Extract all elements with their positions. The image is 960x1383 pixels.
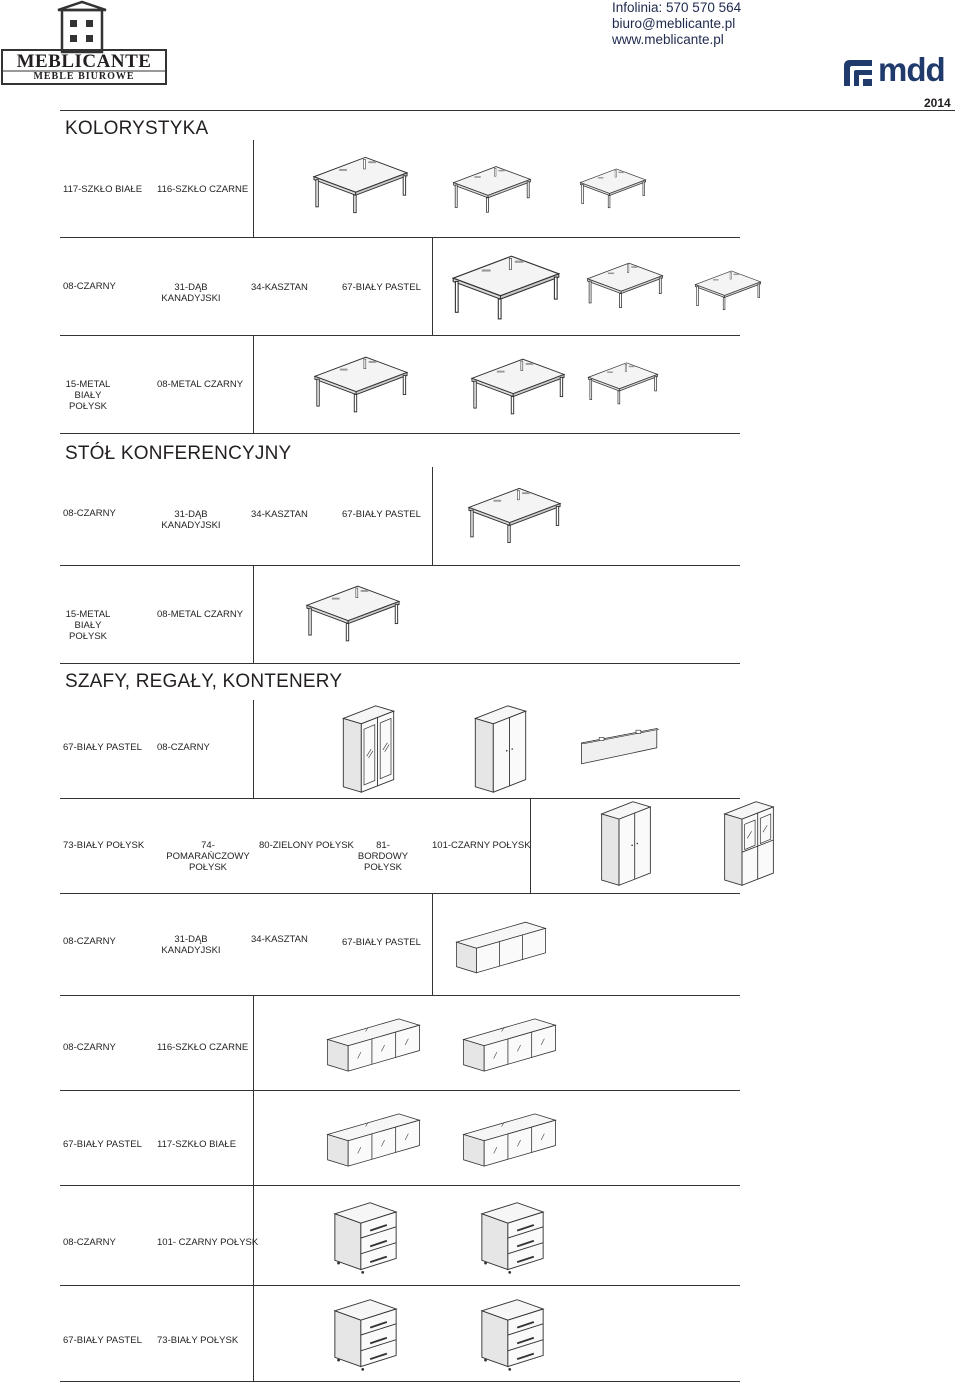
divider: [60, 335, 740, 336]
section-title-kolorystyka: KOLORYSTYKA: [65, 118, 209, 139]
swatch-label: 31-DĄB KANADYJSKI: [161, 282, 221, 304]
col-separator: [253, 565, 254, 663]
cabinet-icon: [597, 800, 655, 887]
logo-name: MEBLICANTE: [16, 51, 152, 72]
cabinet-icon: [472, 704, 529, 794]
swatch-label: 08-CZARNY: [63, 936, 116, 947]
swatch-label: 67-BIAŁY PASTEL: [342, 282, 421, 293]
swatch-label: 81-BORDOWY POŁYSK: [357, 840, 409, 873]
swatch-label: 08-CZARNY: [63, 1237, 116, 1248]
col-separator: [253, 1285, 254, 1381]
col-separator: [253, 995, 254, 1090]
top-rule: [60, 110, 955, 111]
divider: [60, 1185, 740, 1186]
divider: [60, 995, 740, 996]
divider: [60, 1090, 740, 1091]
col-separator: [253, 700, 254, 798]
mdd-text: mdd: [878, 51, 945, 88]
sideboard-icon: [462, 1100, 557, 1180]
divider: [60, 565, 740, 566]
divider: [60, 1381, 740, 1382]
drawer-unit-icon: [480, 1200, 545, 1276]
swatch-label: 67-BIAŁY PASTEL: [342, 937, 421, 948]
section-title-szafy: SZAFY, REGAŁY, KONTENERY: [65, 671, 343, 692]
swatch-label: 15-METAL BIAŁY POŁYSK: [65, 609, 111, 642]
drawer-unit-icon: [480, 1297, 545, 1373]
desk-icon: [586, 250, 664, 320]
desk-icon: [587, 353, 659, 413]
col-separator: [253, 335, 254, 433]
swatch-label: 73-BIAŁY POŁYSK: [63, 840, 145, 851]
sideboard-icon: [326, 1005, 421, 1085]
swatch-label: 116-SZKŁO CZARNE: [157, 184, 249, 195]
swatch-label: 67-BIAŁY PASTEL: [63, 1335, 142, 1346]
swatch-label: 117-SZKŁO BIAŁE: [63, 184, 143, 195]
mdd-emblem-icon: [842, 58, 876, 88]
divider: [60, 798, 740, 799]
contact-block: [612, 0, 741, 48]
col-separator: [253, 1185, 254, 1285]
email-link[interactable]: biuro@meblicante.pl: [612, 16, 736, 31]
swatch-label: 67-BIAŁY PASTEL: [63, 742, 142, 753]
desk-icon: [452, 150, 532, 228]
swatch-label: 08-METAL CZARNY: [157, 609, 244, 620]
col-separator: [253, 140, 254, 237]
swatch-label: 08-METAL CZARNY: [157, 379, 244, 390]
divider: [60, 663, 740, 664]
swatch-label: 117-SZKŁO BIAŁE: [157, 1139, 237, 1150]
desk-icon: [467, 474, 562, 556]
desk-icon: [694, 260, 762, 320]
swatch-label: 08-CZARNY: [63, 281, 116, 292]
section-title-stol: STÓŁ KONFERENCYJNY: [65, 443, 292, 464]
sideboard-icon: [462, 1005, 557, 1085]
logo-subtitle: MEBLE BIUROWE: [33, 71, 135, 82]
desk-icon: [305, 572, 401, 654]
swatch-label: 08-CZARNY: [63, 508, 116, 519]
website-link[interactable]: www.meblicante.pl: [612, 32, 724, 47]
mdd-logo: [842, 51, 954, 89]
catalog-year: 2014: [924, 96, 951, 110]
divider: [60, 893, 740, 894]
sideboard-icon: [326, 1100, 421, 1180]
col-separator: [432, 237, 433, 335]
swatch-label: 08-CZARNY: [63, 1042, 116, 1053]
shelf-icon: [580, 716, 660, 778]
swatch-label: 73-BIAŁY POŁYSK: [157, 1335, 239, 1346]
sideboard-icon: [455, 910, 547, 985]
col-separator: [253, 1090, 254, 1185]
swatch-label: 15-METAL BIAŁY POŁYSK: [65, 379, 111, 412]
col-separator: [432, 467, 433, 565]
cabinet-icon: [720, 800, 778, 887]
swatch-label: 34-KASZTAN: [251, 282, 308, 293]
drawer-unit-icon: [333, 1297, 398, 1373]
swatch-label: 74-POMARAŃCZOWY POŁYSK: [166, 840, 250, 873]
swatch-label: 34-KASZTAN: [251, 509, 308, 520]
swatch-label: 34-KASZTAN: [251, 934, 308, 945]
swatch-label: 116-SZKŁO CZARNE: [157, 1042, 249, 1053]
desk-icon: [313, 340, 409, 428]
swatch-label: 67-BIAŁY PASTEL: [342, 509, 421, 520]
phone-text: Infolinia: 570 570 564: [612, 0, 742, 15]
divider: [60, 237, 740, 238]
desk-icon: [312, 142, 409, 227]
desk-icon: [579, 158, 647, 218]
divider: [60, 433, 740, 434]
swatch-label: 31-DĄB KANADYJSKI: [161, 509, 221, 531]
desk-icon: [451, 244, 561, 330]
cabinet-icon: [340, 704, 397, 794]
swatch-label: 08-CZARNY: [157, 742, 210, 753]
col-separator: [432, 893, 433, 995]
swatch-label: 101-CZARNY POŁYSK: [432, 840, 531, 851]
divider: [60, 1285, 740, 1286]
swatch-label: 67-BIAŁY PASTEL: [63, 1139, 142, 1150]
swatch-label: 101- CZARNY POŁYSK: [157, 1237, 259, 1248]
swatch-label: 31-DĄB KANADYJSKI: [161, 934, 221, 956]
drawer-unit-icon: [333, 1200, 398, 1276]
desk-icon: [470, 347, 566, 425]
swatch-label: 80-ZIELONY POŁYSK: [259, 840, 354, 851]
